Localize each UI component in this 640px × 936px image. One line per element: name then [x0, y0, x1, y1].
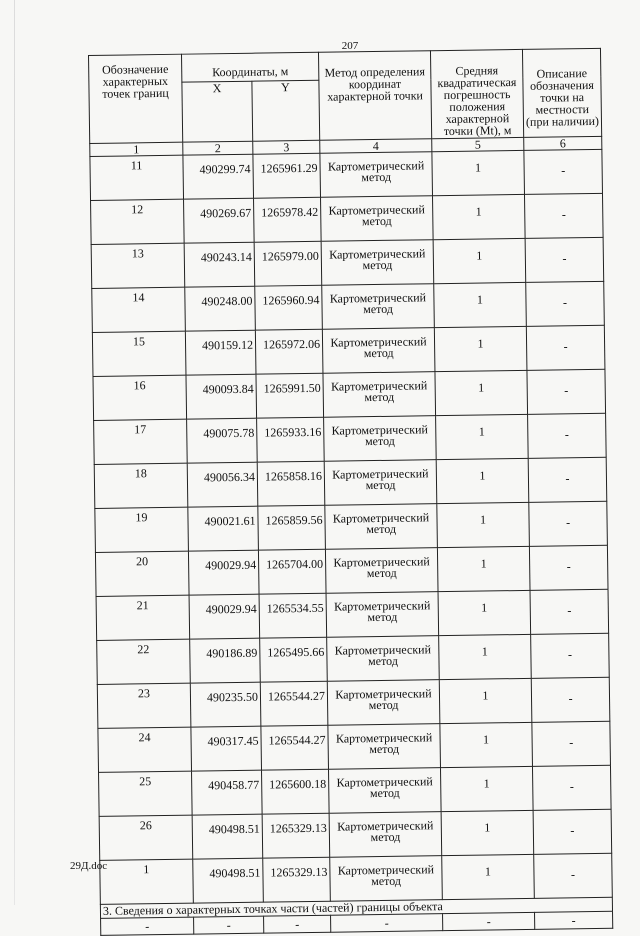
table-row	[94, 413, 607, 464]
description-cell: -	[528, 413, 607, 458]
table-row	[97, 633, 610, 684]
section-3-value: -	[443, 912, 535, 930]
point-cell: 24	[98, 727, 192, 772]
y-coordinate-cell: 1265960.94	[255, 285, 323, 330]
method-cell: Картометрический метод	[322, 328, 435, 374]
y-coordinate-cell: 1265858.16	[257, 461, 325, 506]
column-number: 5	[432, 137, 524, 151]
x-coordinate-cell: 490299.74	[183, 154, 254, 199]
y-coordinate-cell: 1265859.56	[258, 505, 326, 550]
header-error: Средняя квадратическая погрешность положения характерной точки (Mt), м	[430, 49, 523, 138]
point-cell: 20	[95, 551, 189, 596]
point-cell: 18	[94, 463, 188, 508]
x-coordinate-cell: 490235.50	[190, 682, 261, 727]
column-number: 1	[90, 142, 183, 156]
y-coordinate-cell: 1265978.42	[254, 197, 322, 242]
x-coordinate-cell: 490093.84	[186, 374, 257, 419]
description-cell: -	[524, 149, 603, 194]
method-cell: Картометрический метод	[325, 504, 438, 550]
error-cell: 1	[435, 370, 528, 415]
description-cell: -	[529, 501, 608, 546]
error-cell: 1	[439, 678, 532, 723]
y-coordinate-cell: 1265972.06	[255, 329, 323, 374]
error-cell: 1	[432, 194, 525, 239]
point-cell: 1	[100, 859, 194, 904]
x-coordinate-cell: 490243.14	[184, 242, 255, 287]
description-cell: -	[529, 545, 608, 590]
boundary-points-table	[88, 48, 613, 936]
section-3-value: -	[101, 917, 194, 935]
method-cell: Картометрический метод	[329, 812, 442, 858]
description-cell: -	[526, 281, 605, 326]
y-coordinate-cell: 1265933.16	[257, 417, 325, 462]
method-cell: Картометрический метод	[324, 416, 437, 462]
error-cell: 1	[434, 326, 527, 371]
column-number: 6	[524, 136, 602, 150]
table-row	[99, 765, 612, 816]
point-cell: 12	[91, 199, 185, 244]
y-coordinate-cell: 1265329.13	[263, 857, 331, 902]
column-number: 4	[320, 139, 432, 154]
x-coordinate-cell: 490021.61	[188, 506, 259, 551]
section-3-value: -	[264, 915, 331, 933]
method-cell: Картометрический метод	[322, 284, 435, 330]
point-cell: 25	[99, 771, 193, 816]
table-row	[99, 809, 612, 860]
section-3-value: -	[331, 914, 443, 933]
description-cell: -	[526, 325, 605, 370]
y-coordinate-cell: 1265544.27	[261, 725, 329, 770]
table-row	[91, 237, 604, 288]
method-cell: Картометрический метод	[321, 240, 434, 286]
point-cell: 16	[93, 375, 187, 420]
y-coordinate-cell: 1265704.00	[258, 549, 326, 594]
y-coordinate-cell: 1265495.66	[260, 637, 328, 682]
error-cell: 1	[434, 282, 527, 327]
header-x: X	[182, 81, 253, 142]
table-row	[94, 457, 607, 508]
description-cell: -	[532, 721, 611, 766]
document-sheet	[88, 48, 613, 936]
header-method: Метод определения координат характерной точки	[318, 51, 431, 141]
point-cell: 21	[96, 595, 190, 640]
error-cell: 1	[437, 546, 530, 591]
method-cell: Картометрический метод	[326, 592, 439, 638]
section-3-title: 3. Сведения о характерных точках части (частей) границы объекта	[100, 897, 612, 918]
description-cell: -	[527, 369, 606, 414]
error-cell: 1	[439, 634, 532, 679]
description-cell: -	[533, 809, 612, 854]
x-coordinate-cell: 490269.67	[184, 198, 255, 243]
point-cell: 23	[97, 683, 191, 728]
method-cell: Картометрический метод	[328, 768, 441, 814]
y-coordinate-cell: 1265329.13	[262, 813, 330, 858]
table-row	[97, 677, 610, 728]
method-cell: Картометрический метод	[328, 724, 441, 770]
header-point-designation: Обозначение характерных точек границ	[89, 54, 183, 143]
section-3-value: -	[194, 916, 264, 934]
table-row	[90, 149, 603, 200]
description-cell: -	[524, 193, 603, 238]
description-cell: -	[525, 237, 604, 282]
x-coordinate-cell: 490186.89	[190, 638, 261, 683]
table-row	[98, 721, 611, 772]
method-cell: Картометрический метод	[321, 196, 434, 242]
header-description: Описание обозначения точки на местности (при наличии)	[522, 48, 601, 137]
point-cell: 13	[91, 243, 185, 288]
x-coordinate-cell: 490029.94	[189, 594, 260, 639]
method-cell: Картометрический метод	[320, 152, 433, 198]
y-coordinate-cell: 1265600.18	[262, 769, 330, 814]
error-cell: 1	[436, 414, 529, 459]
error-cell: 1	[441, 810, 534, 855]
method-cell: Картометрический метод	[323, 372, 436, 418]
column-number: 2	[183, 141, 253, 155]
point-cell: 22	[97, 639, 191, 684]
error-cell: 1	[442, 854, 535, 899]
method-cell: Картометрический метод	[324, 460, 437, 506]
table-row	[92, 325, 605, 376]
table-row	[95, 501, 608, 552]
method-cell: Картометрический метод	[330, 856, 443, 902]
x-coordinate-cell: 490458.77	[192, 770, 263, 815]
file-name: 29Д.doc	[70, 860, 108, 872]
description-cell: -	[528, 457, 607, 502]
method-cell: Картометрический метод	[325, 548, 438, 594]
scan-edge	[14, 0, 15, 905]
table-row	[91, 193, 604, 244]
point-cell: 17	[94, 419, 188, 464]
point-cell: 11	[90, 155, 184, 200]
point-cell: 15	[92, 331, 186, 376]
error-cell: 1	[432, 150, 525, 195]
page-number: 207	[341, 40, 359, 52]
error-cell: 1	[433, 238, 526, 283]
y-coordinate-cell: 1265544.27	[260, 681, 328, 726]
description-cell: -	[534, 853, 613, 898]
y-coordinate-cell: 1265961.29	[253, 153, 321, 198]
point-cell: 26	[99, 815, 193, 860]
method-cell: Картометрический метод	[327, 680, 440, 726]
x-coordinate-cell: 490075.78	[187, 418, 258, 463]
y-coordinate-cell: 1265991.50	[256, 373, 324, 418]
x-coordinate-cell: 490029.94	[188, 550, 259, 595]
x-coordinate-cell: 490498.51	[193, 858, 264, 903]
point-cell: 14	[92, 287, 186, 332]
section-3-value: -	[535, 911, 613, 929]
header-y: Y	[252, 80, 320, 141]
header-coordinates: Координаты, м	[181, 52, 318, 82]
error-cell: 1	[437, 502, 530, 547]
table-row	[92, 281, 605, 332]
description-cell: -	[531, 633, 610, 678]
method-cell: Картометрический метод	[327, 636, 440, 682]
error-cell: 1	[440, 722, 533, 767]
table-row	[93, 369, 606, 420]
x-coordinate-cell: 490498.51	[192, 814, 263, 859]
x-coordinate-cell: 490317.45	[191, 726, 262, 771]
description-cell: -	[531, 677, 610, 722]
table-row	[96, 589, 609, 640]
x-coordinate-cell: 490056.34	[187, 462, 258, 507]
point-cell: 19	[95, 507, 189, 552]
column-number: 3	[253, 140, 320, 154]
x-coordinate-cell: 490159.12	[185, 330, 256, 375]
y-coordinate-cell: 1265979.00	[254, 241, 322, 286]
x-coordinate-cell: 490248.00	[185, 286, 256, 331]
error-cell: 1	[440, 766, 533, 811]
table-row	[100, 853, 613, 904]
table-row	[95, 545, 608, 596]
y-coordinate-cell: 1265534.55	[259, 593, 327, 638]
error-cell: 1	[438, 590, 531, 635]
description-cell: -	[530, 589, 609, 634]
error-cell: 1	[436, 458, 529, 503]
description-cell: -	[532, 765, 611, 810]
